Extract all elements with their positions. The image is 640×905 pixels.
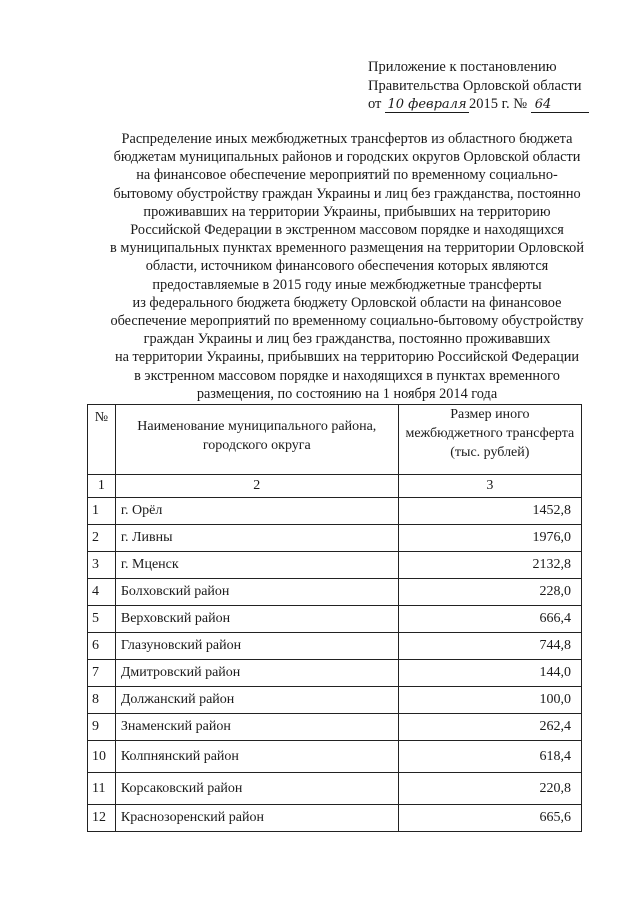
table-row (88, 498, 582, 525)
table-row (88, 552, 582, 579)
row-name: Дмитровский район (115, 660, 398, 687)
header-name: Наименование муниципального района, городского округа (115, 405, 398, 475)
row-amount: 1976,0 (398, 525, 581, 552)
title-line: из федерального бюджета бюджету Орловской области на финансовое (132, 294, 562, 311)
row-num: 2 (88, 525, 116, 552)
handwritten-date: 10 февраля (385, 98, 469, 113)
table-row (88, 805, 582, 832)
row-name: Корсаковский район (115, 773, 398, 805)
row-amount: 666,4 (398, 606, 581, 633)
row-name: г. Ливны (115, 525, 398, 552)
row-num: 8 (88, 687, 116, 714)
title-line: на финансовое обеспечение мероприятий по временному социально- (136, 167, 558, 184)
title-line: на территории Украины, прибывших на территорию Российской Федерации (114, 349, 580, 366)
row-amount: 2132,8 (398, 552, 581, 579)
title-line: в экстренном массовом порядке и находящихся в пунктах временного (134, 367, 560, 384)
appendix-date-line (368, 95, 628, 114)
table-row (88, 633, 582, 660)
title-line: Распределение иных межбюджетных трансфертов из областного бюджета (121, 131, 573, 147)
title-line: Российской Федерации в экстренном массовом порядке и находящихся (130, 222, 564, 239)
column-index: 3 (398, 475, 581, 498)
row-num: 9 (88, 714, 116, 741)
row-name: Краснозоренский район (115, 805, 398, 832)
row-name: г. Мценск (115, 552, 398, 579)
row-num: 6 (88, 633, 116, 660)
row-amount: 665,6 (398, 805, 581, 832)
row-num: 10 (88, 741, 116, 773)
column-index-row (88, 475, 582, 498)
row-num: 12 (88, 805, 116, 832)
document-title (86, 130, 608, 403)
appendix-line-1: Приложение к постановлению (368, 59, 557, 75)
column-index: 2 (115, 475, 398, 498)
row-num: 5 (88, 606, 116, 633)
appendix-header (368, 58, 628, 114)
header-amount: Размер иного межбюджетного трансферта (тыс. рублей) (398, 405, 581, 475)
row-num: 4 (88, 579, 116, 606)
date-prefix: от (368, 96, 382, 112)
handwritten-number: 64 (531, 98, 589, 113)
table-row (88, 525, 582, 552)
table-row (88, 687, 582, 714)
title-line: обеспечение мероприятий по временному социально-бытовому обустройству (110, 313, 584, 330)
row-amount: 744,8 (398, 633, 581, 660)
row-name: Должанский район (115, 687, 398, 714)
table-row (88, 606, 582, 633)
table-row (88, 660, 582, 687)
row-name: г. Орёл (115, 498, 398, 525)
row-name: Болховский район (115, 579, 398, 606)
title-line: проживавших на территории Украины, прибывших на территорию (143, 203, 551, 220)
transfers-table (87, 404, 582, 832)
title-line: бюджетам муниципальных районов и городских округов Орловской области (113, 149, 581, 166)
row-name: Знаменский район (115, 714, 398, 741)
row-amount: 100,0 (398, 687, 581, 714)
row-name: Верховский район (115, 606, 398, 633)
row-num: 7 (88, 660, 116, 687)
title-line: бытовому обустройству граждан Украины и лиц без гражданства, постоянно (113, 185, 581, 202)
row-amount: 262,4 (398, 714, 581, 741)
year-suffix: 2015 г. № (469, 96, 528, 112)
row-amount: 220,8 (398, 773, 581, 805)
column-index: 1 (88, 475, 116, 498)
appendix-line-2: Правительства Орловской области (368, 77, 582, 94)
table-row (88, 714, 582, 741)
row-amount: 1452,8 (398, 498, 581, 525)
table-row (88, 773, 582, 805)
header-num: № (88, 405, 116, 475)
row-amount: 144,0 (398, 660, 581, 687)
row-name: Глазуновский район (115, 633, 398, 660)
title-line: граждан Украины и лиц без гражданства, постоянно проживавших (143, 331, 551, 348)
table-header-row (88, 405, 582, 475)
title-line: предоставляемые в 2015 году иные межбюджетные трансферты (152, 276, 542, 293)
row-name: Колпнянский район (115, 741, 398, 773)
title-line: в муниципальных пунктах временного размещения на территории Орловской (110, 240, 584, 257)
row-amount: 618,4 (398, 741, 581, 773)
row-num: 3 (88, 552, 116, 579)
row-amount: 228,0 (398, 579, 581, 606)
row-num: 11 (88, 773, 116, 805)
table-row (88, 741, 582, 773)
row-num: 1 (88, 498, 116, 525)
title-line: размещения, по состоянию на 1 ноября 2014 года (196, 385, 498, 402)
title-line: области, источником финансового обеспечения которых являются (145, 258, 549, 275)
table-row (88, 579, 582, 606)
